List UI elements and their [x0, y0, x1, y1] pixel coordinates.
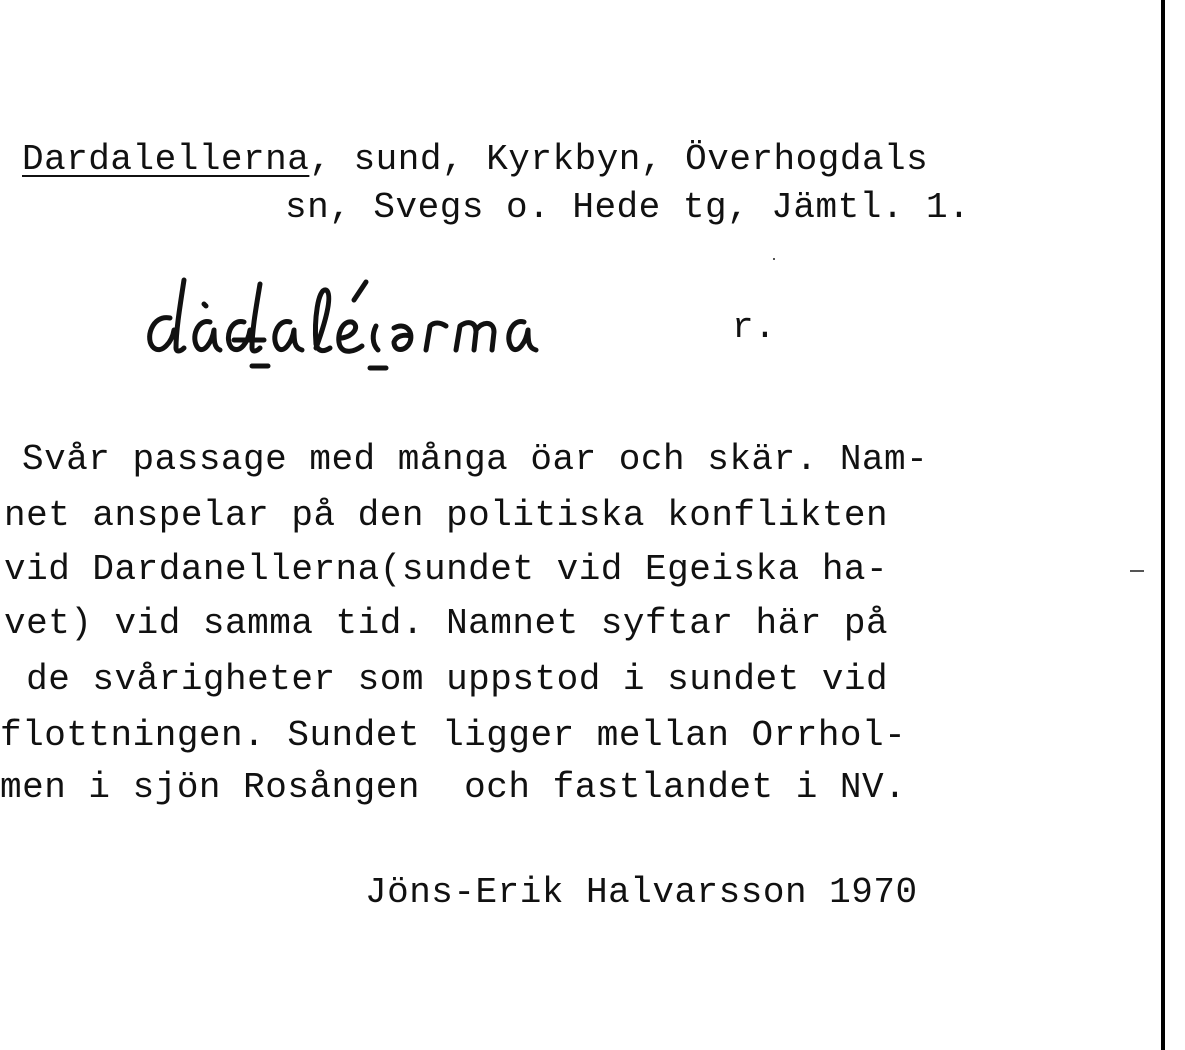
- headword: Dardalellerna: [22, 139, 310, 180]
- handwritten-pronunciation-drawing: [140, 270, 640, 380]
- signature: Jöns-Erik Halvarsson 1970: [365, 872, 918, 913]
- header-line-2: sn, Svegs o. Hede tg, Jämtl. 1.: [285, 187, 971, 228]
- body-line-3: vid Dardanellerna(sundet vid Egeiska ha-: [4, 549, 889, 590]
- handwritten-pronunciation: [140, 270, 640, 380]
- body-line-4: vet) vid samma tid. Namnet syftar här på: [4, 603, 889, 644]
- card-edge-line: [1161, 0, 1165, 1050]
- pronunciation-mark: r.: [732, 307, 777, 348]
- body-line-2: net anspelar på den politiska konflikten: [4, 495, 889, 536]
- body-line-6: flottningen. Sundet ligger mellan Orrhol-: [0, 715, 907, 756]
- body-line-5: de svårigheter som uppstod i sundet vid: [4, 659, 889, 700]
- body-line-7: men i sjön Rosången och fastlandet i NV.: [0, 767, 907, 808]
- body-line-1: Svår passage med många öar och skär. Nam-: [22, 439, 929, 480]
- scan-speck: [1130, 570, 1144, 572]
- scan-speck: [773, 258, 775, 260]
- header-line-1-rest: , sund, Kyrkbyn, Överhogdals: [309, 139, 929, 180]
- header-line-1: [22, 139, 929, 180]
